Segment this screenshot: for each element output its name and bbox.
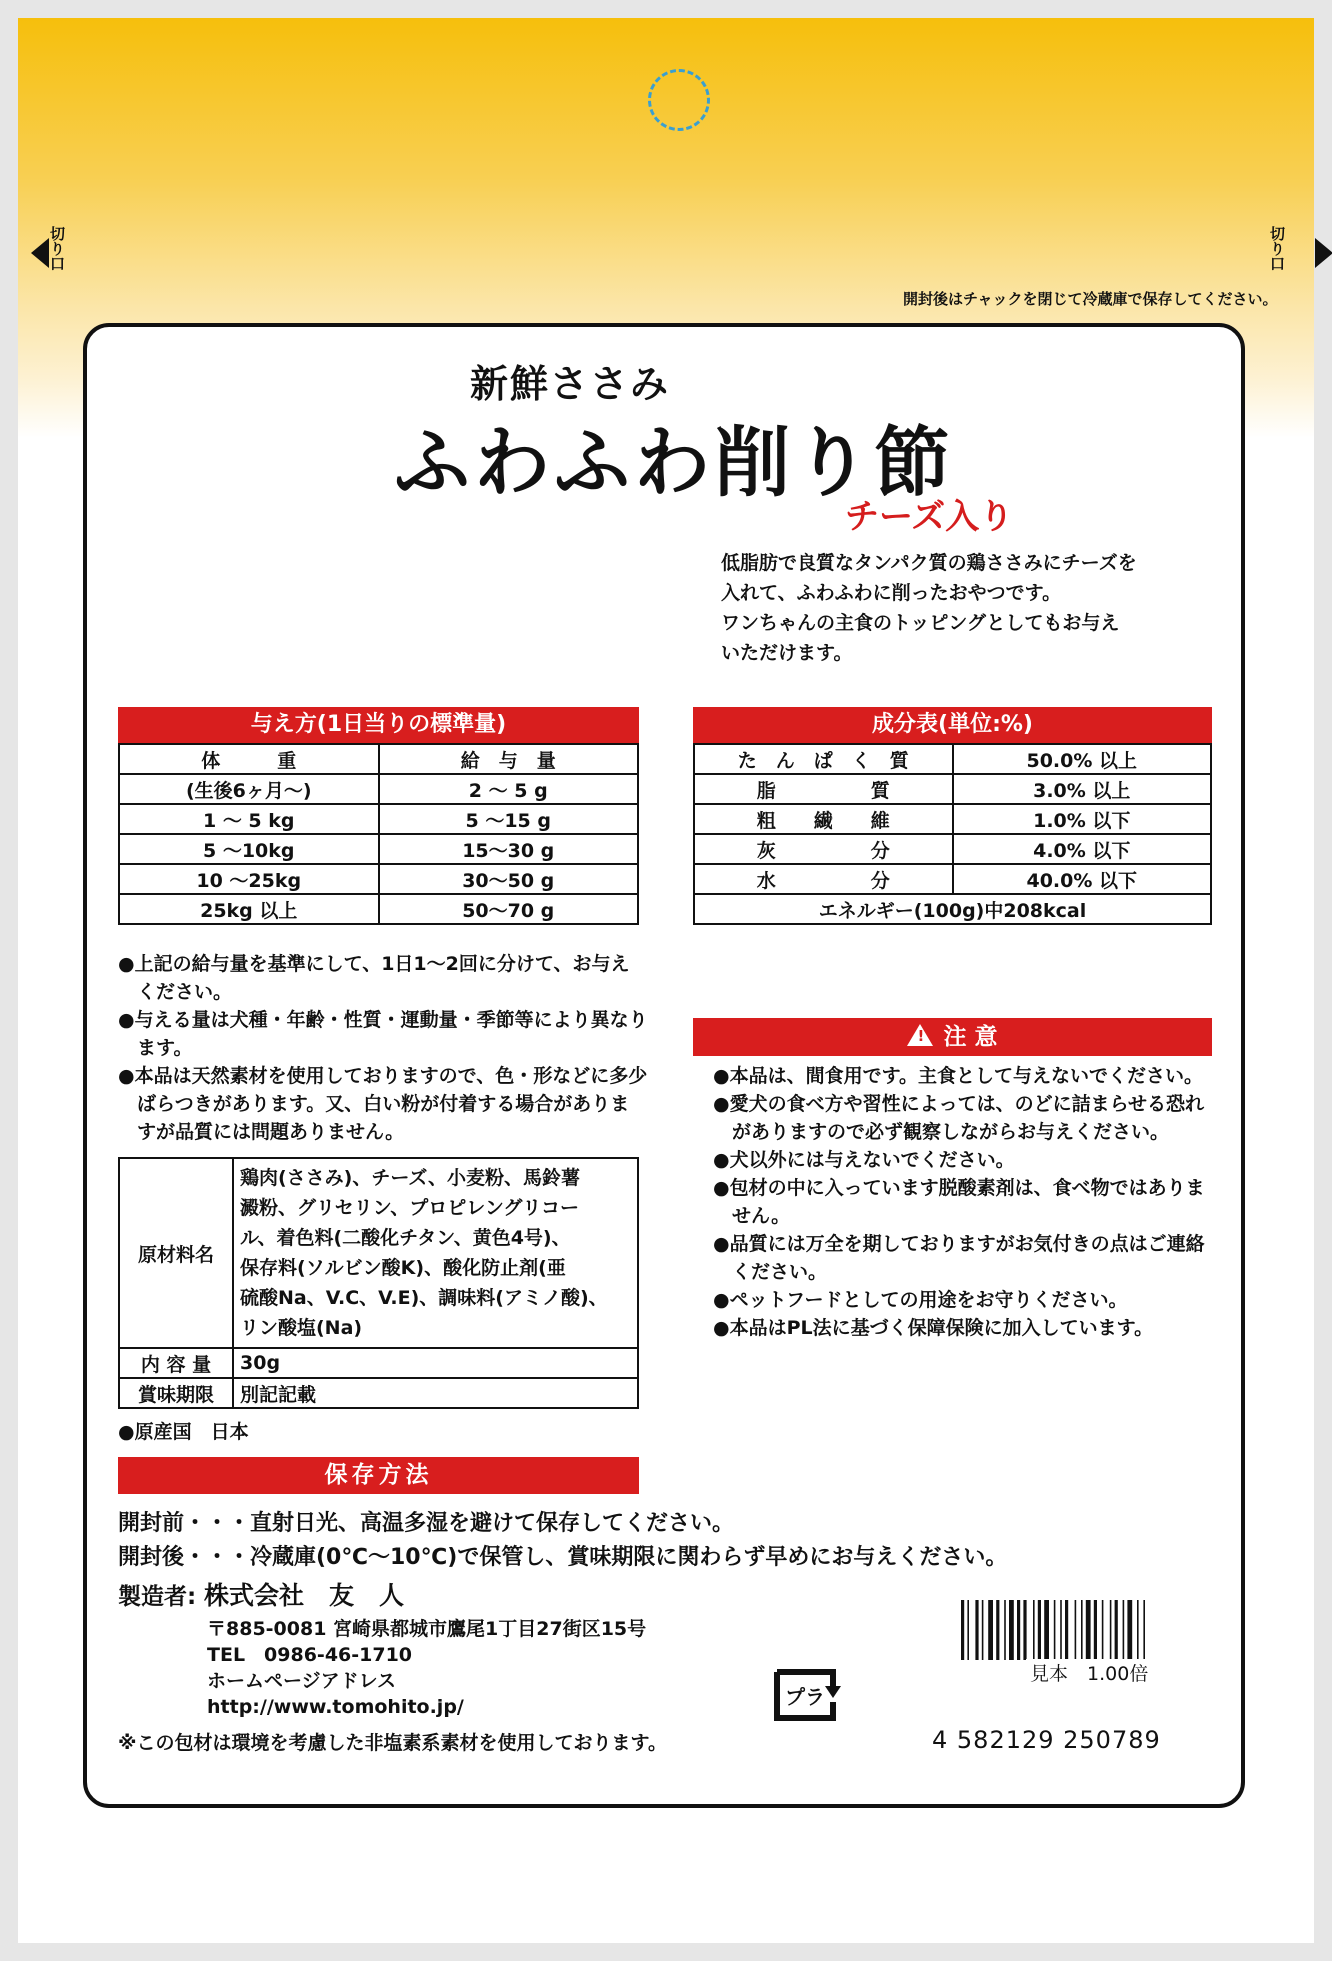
table-row: 1 〜 5 kg 5 〜15 g [119,804,638,834]
product-description: 低脂肪で良質なタンパク質の鶏ささみにチーズを 入れて、ふわふわに削ったおやつです。 ワンちゃんの主食のトッピングとしてもお与え いただけます。 [721,552,1137,664]
tear-arrow-left-icon [31,238,49,268]
ingredients-table: 原材料名 鶏肉(ささみ)、チーズ、小麦粉、馬鈴薯 澱粉、グリセリン、プロピレングリコー ル、着色料(二酸化チタン、黄色4号)、 保存料(ソルビン酸K)、酸化防止剤(亜 硫酸Na、V.C、V.E)、調味料(アミノ酸)、 リン酸塩(Na) 内 容 量 30g 賞味期限 別記記載 [118,1157,639,1409]
storage-after: 開封後・・・冷蔵庫(0℃〜10℃)で保管し、賞味期限に関わらず早めにお与えください。 [118,1545,1008,1570]
list-item: ●与える量は犬種・年齢・性質・運動量・季節等により異なります。 [118,1009,648,1059]
eco-note: ※この包材は環境を考慮した非塩素系素材を使用しております。 [118,1732,667,1754]
reseal-note: 開封後はチャックを閉じて冷蔵庫で保存してください。 [903,290,1278,308]
origin: ●原産国 日本 [118,1421,249,1443]
tear-arrow-right-icon [1315,238,1332,268]
list-item: ●ペットフードとしての用途をお守りください。 [713,1289,1128,1311]
list-item: ●上記の給与量を基準にして、1日1〜2回に分けて、お与えください。 [118,953,630,1003]
product-subtitle: 新鮮ささみ [470,362,671,406]
list-item: ●本品は天然素材を使用しておりますので、色・形などに多少ばらつきがあります。又、白い粉が付着する場合がありますが品質には問題ありません。 [118,1065,648,1143]
list-item: ●本品はPL法に基づく保障保険に加入しています。 [713,1317,1154,1339]
tear-mark-left: 切り口 [48,226,66,271]
warning-icon: ! [907,1024,933,1046]
recycle-plastic-icon [765,1660,845,1730]
composition-table [693,743,1212,925]
product-title: ふわふわ削り節 [394,418,954,507]
feeding-header: 与え方(1日当りの標準量) [118,707,639,743]
storage-header: 保存方法 [118,1457,639,1494]
list-item: ●犬以外には与えないでください。 [713,1149,1015,1171]
ingredients-label: 原材料名 [119,1158,233,1348]
table-row: 10 〜25kg 30〜50 g [119,864,638,894]
maker-label: 製造者: [118,1584,197,1610]
list-item: ●品質には万全を期しておりますがお気付きの点はご連絡ください。 [713,1233,1205,1283]
list-item: ●包材の中に入っています脱酸素剤は、食べ物ではありません。 [713,1177,1205,1227]
energy-value: エネルギー(100g)中208kcal [694,894,1211,924]
list-item: ●本品は、間食用です。主食として与えないでください。 [713,1065,1204,1087]
maker-contact: 〒885-0081 宮崎県都城市鷹尾1丁目27街区15号 TEL 0986-46-1710 ホームページアドレス http://www.tomohito.jp/ [207,1618,647,1718]
caution-list [713,1062,1213,1342]
caution-header: ! 注 意 [693,1018,1212,1056]
table-row: た ん ぱ く 質 50.0% 以上 [694,744,1211,774]
tear-mark-right: 切り口 [1268,226,1286,271]
recycle-label: プラ [785,1685,825,1709]
table-row: 灰 分 4.0% 以下 [694,834,1211,864]
barcode-number: 4 582129 250789 [932,1726,1161,1754]
list-item: ●愛犬の食べ方や習性によっては、のどに詰まらせる恐れがありますので必ず観察しながらお与えください。 [713,1093,1205,1143]
hang-hole [648,69,710,131]
product-variant: チーズ入り [845,497,1014,537]
table-row: 脂 質 3.0% 以上 [694,774,1211,804]
composition-header: 成分表(単位:%) [693,707,1212,743]
feeding-notes [118,950,648,1146]
storage-before: 開封前・・・直射日光、高温多湿を避けて保存してください。 [118,1511,735,1536]
feeding-table: 体 重 給 与 量 (生後6ヶ月〜) 2 〜 5 g 1 〜 5 kg 5 〜15 g 5 〜10kg 15〜30 g 10 〜25kg 30〜50 g 25kg 以上 50〜70 g [118,743,639,925]
table-row: 25kg 以上 50〜70 g [119,894,638,924]
table-row: (生後6ヶ月〜) 2 〜 5 g [119,774,638,804]
table-row: 5 〜10kg 15〜30 g [119,834,638,864]
proof-label: 見本 1.00倍 [1026,1659,1152,1686]
maker-name: 株式会社 友 人 [204,1581,405,1610]
barcode-bars [957,1600,1202,1660]
table-row: 水 分 40.0% 以下 [694,864,1211,894]
table-row: 粗 繊 維 1.0% 以下 [694,804,1211,834]
